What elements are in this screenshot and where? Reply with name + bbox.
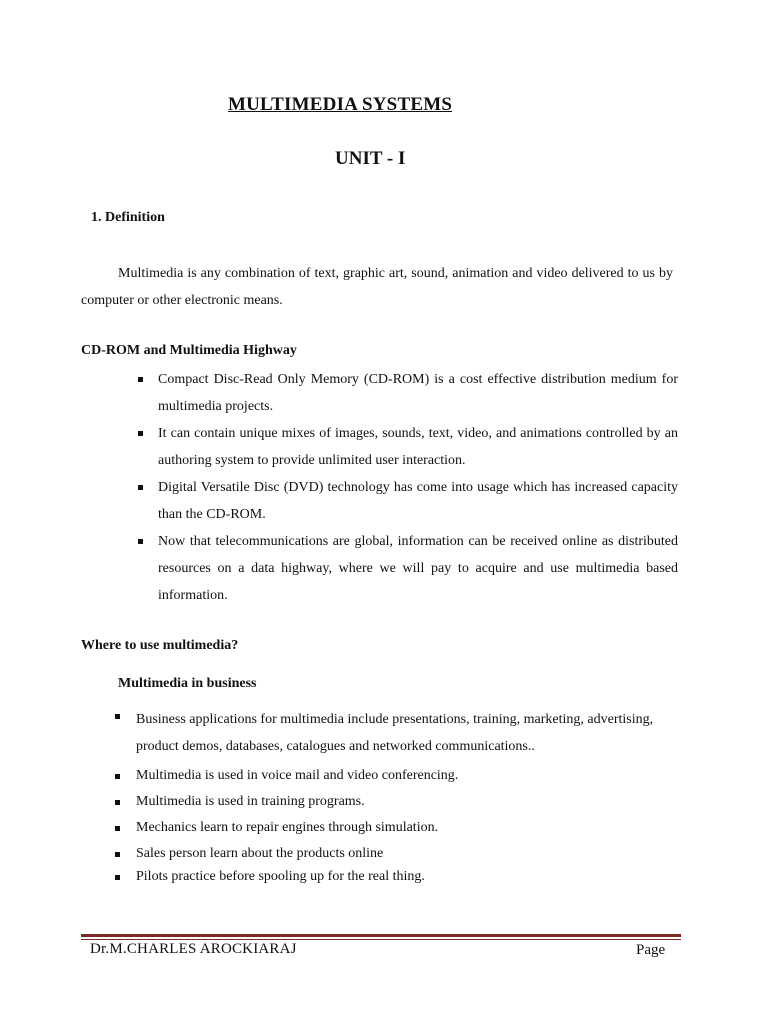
where-heading: Where to use multimedia? xyxy=(81,638,239,653)
list-item: Sales person learn about the products online xyxy=(111,844,671,864)
list-item: Pilots practice before spooling up for the real thing. xyxy=(111,867,671,887)
business-list xyxy=(111,706,671,887)
business-subheading: Multimedia in business xyxy=(118,676,257,691)
document-title: MULTIMEDIA SYSTEMS xyxy=(228,94,453,115)
list-item: Business applications for multimedia include presentations, training, marketing, advertising, product demos, databases, catalogues and networked communications.. xyxy=(111,706,671,760)
footer-rule-thick xyxy=(81,934,681,937)
cdrom-heading: CD-ROM and Multimedia Highway xyxy=(81,343,297,358)
definition-heading: 1. Definition xyxy=(91,210,165,225)
footer-author: Dr.M.CHARLES AROCKIARAJ xyxy=(90,941,297,957)
definition-paragraph: Multimedia is any combination of text, graphic art, sound, animation and video delivered to us by computer or other electronic means. xyxy=(81,266,673,308)
list-item: Mechanics learn to repair engines through simulation. xyxy=(111,818,671,838)
list-item: Multimedia is used in voice mail and video conferencing. xyxy=(111,766,671,786)
footer-page-label: Page xyxy=(636,942,666,958)
list-item: It can contain unique mixes of images, sounds, text, video, and animations controlled by an authoring system to provide unlimited user interaction. xyxy=(134,420,678,474)
cdrom-list xyxy=(134,366,678,609)
list-item: Compact Disc-Read Only Memory (CD-ROM) is a cost effective distribution medium for multimedia projects. xyxy=(134,366,678,420)
list-item: Now that telecommunications are global, information can be received online as distributed resources on a data highway, where we will pay to acquire and use multimedia based information. xyxy=(134,528,678,609)
unit-heading: UNIT - I xyxy=(335,148,406,169)
list-item: Multimedia is used in training programs. xyxy=(111,792,671,812)
list-item: Digital Versatile Disc (DVD) technology has come into usage which has increased capacity than the CD-ROM. xyxy=(134,474,678,528)
footer-rule-thin xyxy=(81,939,681,940)
